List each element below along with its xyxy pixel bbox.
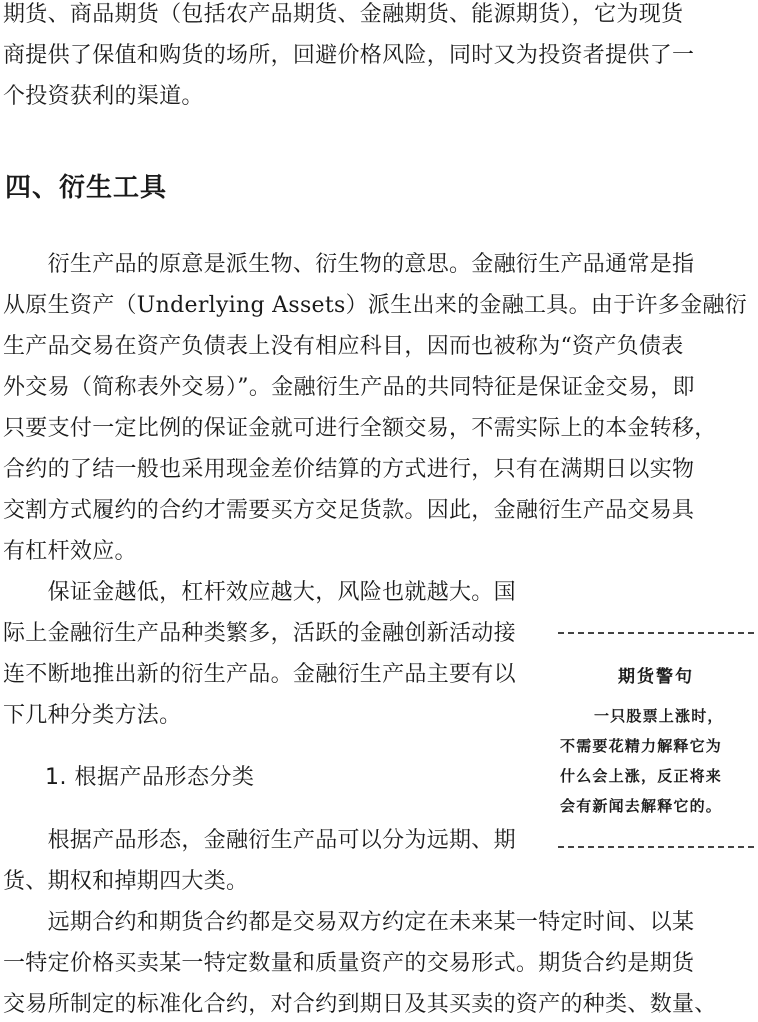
form-line-2: 货、期权和掉期四大类。 — [3, 869, 249, 894]
sidebar-line-4: 会有新闻去解释它的。 — [560, 797, 723, 815]
form-line-1: 根据产品形态，金融衍生产品可以分为远期、期 — [3, 828, 516, 853]
margin-line-2: 际上金融衍生产品种类繁多，活跃的金融创新活动接 — [3, 621, 516, 646]
section-heading: 四、衍生工具 — [5, 173, 168, 203]
margin-line-4: 下几种分类方法。 — [3, 703, 182, 728]
margin-line-1: 保证金越低，杠杆效应越大，风险也就越大。国 — [3, 580, 516, 605]
sidebar-bottom-divider — [558, 846, 754, 848]
futures-quote-sidebar — [558, 620, 754, 860]
sidebar-top-divider — [558, 632, 754, 634]
sidebar-line-1: 一只股票上涨时， — [594, 707, 724, 725]
derivatives-line-5: 只要支付一定比例的保证金就可进行全额交易，不需实际上的本金转移， — [3, 416, 717, 441]
derivatives-line-4: 外交易（简称表外交易）”。金融衍生产品的共同特征是保证金交易，即 — [3, 375, 695, 400]
intro-line-3: 个投资获利的渠道。 — [3, 84, 204, 109]
sidebar-title: 期货警句 — [618, 667, 694, 687]
derivatives-line-2: 从原生资产（Underlying Assets）派生出来的金融工具。由于许多金融衍 — [3, 293, 747, 318]
forward-line-2: 一特定价格买卖某一特定数量和质量资产的交易形式。期货合约是期货 — [3, 951, 695, 976]
forward-line-1: 远期合约和期货合约都是交易双方约定在未来某一特定时间、以某 — [3, 910, 695, 935]
derivatives-line-6: 合约的了结一般也采用现金差价结算的方式进行，只有在满期日以实物 — [3, 457, 695, 482]
derivatives-line-1: 衍生产品的原意是派生物、衍生物的意思。金融衍生产品通常是指 — [3, 252, 695, 277]
sidebar-line-3: 什么会上涨，反正将来 — [560, 767, 723, 785]
intro-line-1: 期货、商品期货（包括农产品期货、金融期货、能源期货），它为现货 — [3, 2, 684, 27]
derivatives-line-7: 交割方式履约的合约才需要买方交足货款。因此，金融衍生产品交易具 — [3, 498, 695, 523]
intro-line-2: 商提供了保值和购货的场所，回避价格风险，同时又为投资者提供了一 — [3, 43, 695, 68]
derivatives-line-8: 有杠杆效应。 — [3, 539, 137, 564]
subsection-heading: 1. 根据产品形态分类 — [45, 765, 255, 790]
derivatives-line-3: 生产品交易在资产负债表上没有相应科目，因而也被称为“资产负债表 — [3, 334, 684, 359]
margin-line-3: 连不断地推出新的衍生产品。金融衍生产品主要有以 — [3, 662, 516, 687]
sidebar-line-2: 不需要花精力解释它为 — [560, 737, 723, 755]
forward-line-3: 交易所制定的标准化合约，对合约到期日及其买卖的资产的种类、数量、 — [3, 992, 717, 1017]
